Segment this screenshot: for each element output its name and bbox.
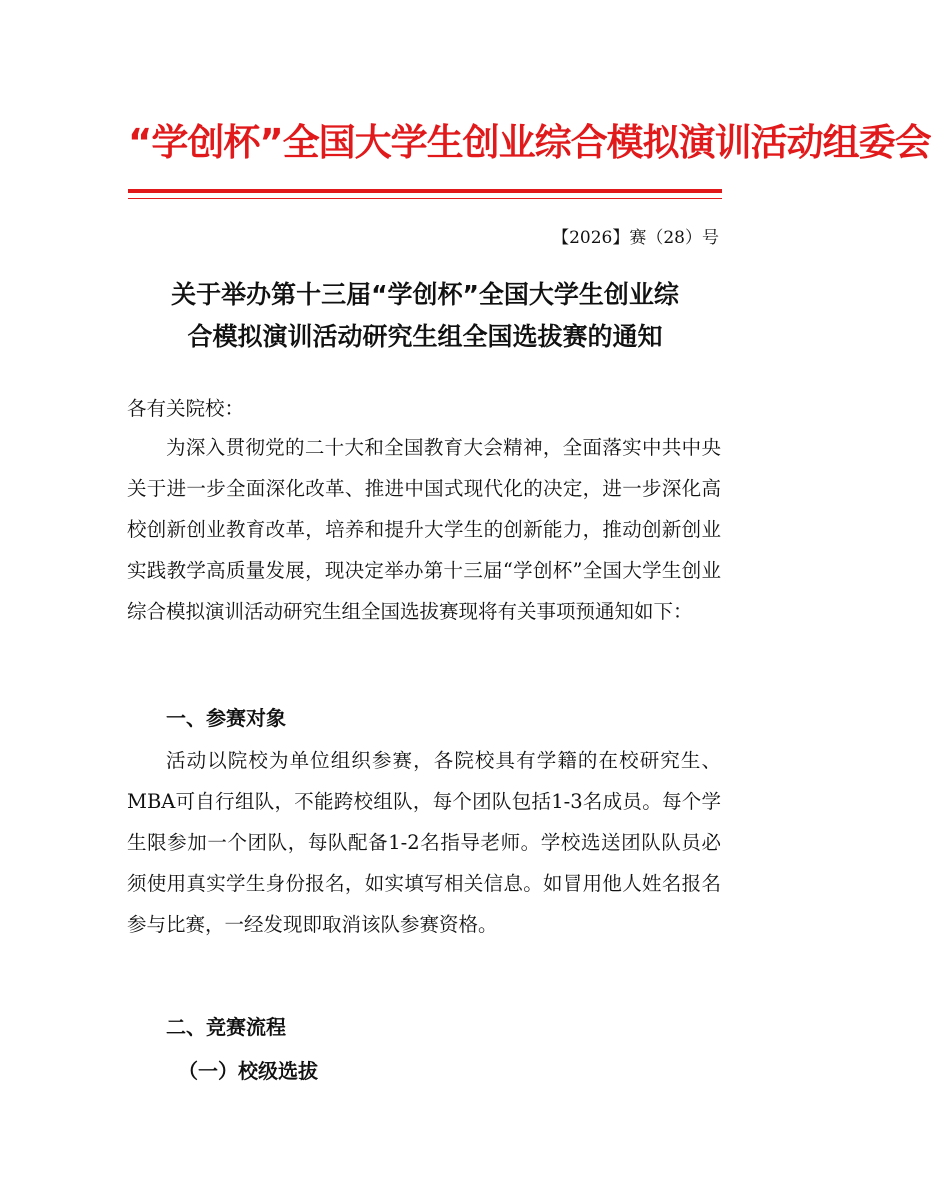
- document-number: 【2026】赛（28）号: [552, 228, 719, 248]
- intro-paragraph: 为深入贯彻党的二十大和全国教育大会精神，全面落实中共中央关于进一步全面深化改革、推进中国式现代化的决定，进一步深化高校创新创业教育改革，培养和提升大学生的创新能力，推动创新创业实践教学高质量发展，现决定举办第十三届“学创杯”全国大学生创业综合模拟演训活动研究生组全国选拔赛现将有关事项预通知如下：: [127, 436, 721, 623]
- participants-paragraph: 活动以院校为单位组织参赛，各院校具有学籍的在校研究生、MBA可自行组队，不能跨校组队，每个团队包括1-3名成员。每个学生限参加一个团队，每队配备1-2名指导老师。学校选送团队队员必须使用真实学生身份报名，如实填写相关信息。如冒用他人姓名报名参与比赛，一经发现即取消该队参赛资格。: [127, 749, 721, 936]
- document-title: [110, 274, 740, 358]
- header-divider-thick: [128, 189, 722, 193]
- header-divider-thin: [128, 198, 722, 199]
- section-heading-participants: 一、参赛对象: [166, 706, 286, 730]
- section-heading-process: 二、竞赛流程: [166, 1015, 286, 1039]
- organizer-masthead: “学创杯”全国大学生创业综合模拟演训活动组委会: [128, 121, 931, 164]
- salutation: 各有关院校：: [127, 397, 245, 420]
- title-line-2: 合模拟演训活动研究生组全国选拔赛的通知: [187, 322, 663, 351]
- subsection-heading-school-selection: （一）校级选拔: [178, 1059, 318, 1083]
- title-line-1: 关于举办第十三届“学创杯”全国大学生创业综: [171, 280, 679, 309]
